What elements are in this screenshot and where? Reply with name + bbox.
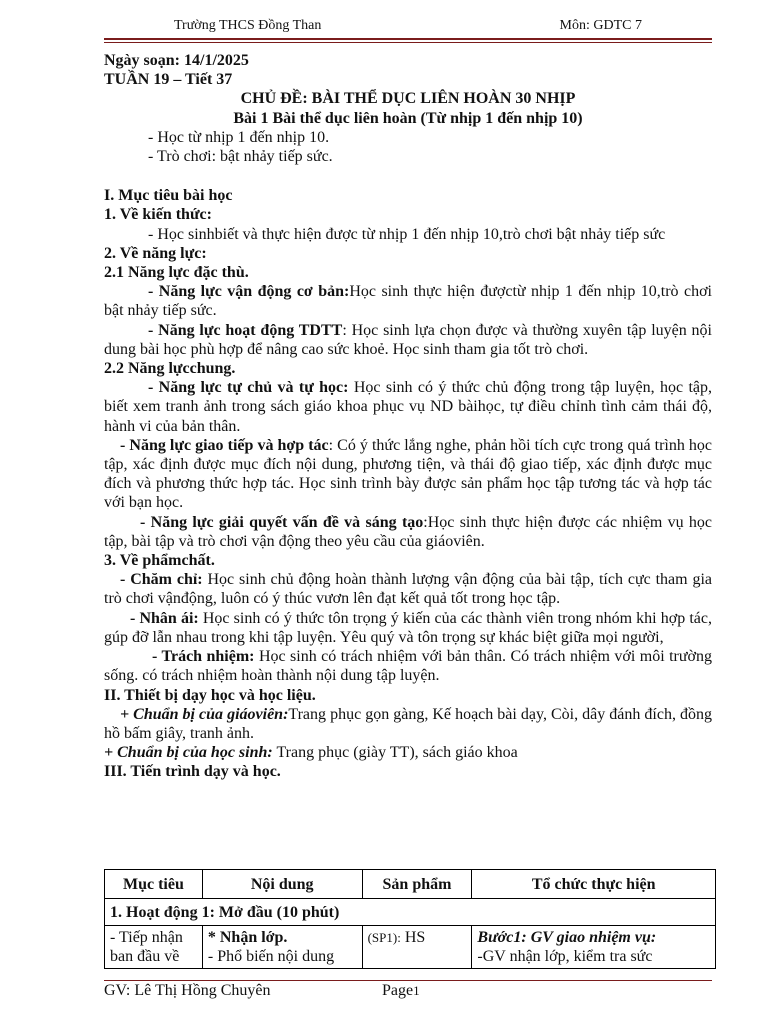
paragraph-problem-solving: - Năng lực giải quyết vấn đề và sáng tạo:Học sinh thực hiện được các nhiệm vụ học tập, bài tập và trò chơi vận động theo yêu cầu của giáoviên.: [104, 513, 713, 550]
organization-cell: [472, 926, 716, 969]
org-title: Bước1: GV giao nhiệm vụ:: [477, 929, 657, 946]
topic-title: CHỦ ĐỀ: BÀI THỂ DỤC LIÊN HOÀN 30 NHỊP: [240, 90, 576, 108]
document-body: [104, 51, 712, 782]
qualities-heading: 3. Về phẩmchất.: [104, 552, 215, 570]
section-3-heading: III. Tiến trình dạy và học.: [104, 763, 281, 781]
activity-row: [105, 899, 716, 926]
header-rule: [104, 38, 712, 43]
page-number: Page1: [382, 982, 420, 999]
general-competence-heading: 2.2 Năng lựcchung.: [104, 360, 236, 378]
section-1-heading: I. Mục tiêu bài học: [104, 187, 233, 205]
week-lesson: TUẦN 19 – Tiết 37: [104, 71, 233, 89]
header-content: Nội dung: [202, 870, 362, 899]
table-row: [105, 926, 716, 969]
paragraph-responsibility: - Trách nhiệm: Học sinh có trách nhiệm với bản thân. Có trách nhiệm với môi trường sống. có trách nhiệm hoàn thành nội dung tập luyện.: [104, 648, 713, 685]
header-goal: Mục tiêu: [105, 870, 203, 899]
section-2-heading: II. Thiết bị dạy học và học liệu.: [104, 686, 316, 704]
paragraph-teacher-prep: + Chuẩn bị của giáoviên:Trang phục gọn gàng, Kế hoạch bài dạy, Còi, dây đánh đích, đồng hồ bấm giây, tranh ảnh.: [104, 705, 712, 742]
table-header-row: [105, 870, 716, 899]
knowledge-heading: 1. Về kiến thức:: [104, 206, 212, 224]
goal-cell: - Tiếp nhận ban đầu về: [105, 926, 203, 969]
content-cell: [202, 926, 362, 969]
paragraph-diligence: - Chăm chỉ: Học sinh chủ động hoàn thành lượng vận động của bài tập, tích cực tham gia trò chơi vậnđộng, luôn có ý thúc vươn lên đạt kết quả tốt trong học tập.: [104, 571, 712, 608]
intro-line-1: - Học từ nhịp 1 đến nhịp 10.: [148, 128, 330, 146]
org-text: -GV nhận lớp, kiểm tra sức: [477, 948, 653, 965]
lesson-title: Bài 1 Bài thể dục liên hoàn (Từ nhịp 1 đến nhịp 10): [233, 109, 583, 127]
paragraph-self-study: - Năng lực tự chủ và tự học: Học sinh có ý thức chủ động trong tập luyện, học tập, biết xem tranh ảnh trong sách giáo khoa phục vụ ND bàihọc, tự điều chỉnh tình cảm thái độ, hành vi của bản thân.: [104, 379, 713, 435]
lesson-plan-table: [104, 869, 716, 969]
page-header: [104, 18, 712, 38]
paragraph-sport-activity: - Năng lực hoạt động TDTT: Học sinh lựa chọn được và thường xuyên tập luyện nội dung bài học phù hợp để nâng cao sức khoẻ. Học sinh tham gia tốt trò chơi.: [104, 321, 713, 358]
header-organization: Tổ chức thực hiện: [472, 870, 716, 899]
school-name: Trường THCS Đồng Than: [174, 18, 322, 33]
content-text: - Phổ biến nội dung: [207, 948, 335, 965]
footer-rule: [104, 980, 712, 981]
paragraph-communication: - Năng lực giao tiếp và hợp tác: Có ý thức lắng nghe, phản hồi tích cực trong quá trình học tập, xác định được mục đích nội dung, phương tiện, và thái độ giao tiếp, xác định được mục đích và phương thức hợp tác. Học sinh trình bày được sản phẩm học tập tương tác và hợp tác với bạn học.: [104, 436, 713, 512]
knowledge-text: - Học sinhbiết và thực hiện được từ nhịp 1 đến nhịp 10,trò chơi bật nhảy tiếp sức: [148, 225, 666, 243]
product-cell: (SP1): HS: [362, 926, 472, 969]
header-product: Sản phẩm: [362, 870, 472, 899]
intro-line-2: - Trò chơi: bật nhảy tiếp sức.: [148, 148, 333, 166]
teacher-name: GV: Lê Thị Hồng Chuyên: [104, 982, 271, 999]
paragraph-basic-motor: - Năng lực vận động cơ bản:Học sinh thực hiện đượctừ nhịp 1 đến nhịp 10,trò chơi bật nhảy tiếp sức.: [104, 283, 712, 320]
paragraph-kindness: - Nhân ái: Học sinh có ý thức tôn trọng ý kiến của các thành viên trong nhóm khi hợp tác, gúp đỡ lẫn nhau trong khi tập luyện. Yêu quý và tôn trọng sự khác biệt giữa mọi người,: [104, 609, 712, 646]
paragraph-student-prep: + Chuẩn bị của học sinh: Trang phục (giày TT), sách giáo khoa: [104, 744, 518, 762]
subject-name: Môn: GDTC 7: [559, 18, 642, 33]
content-title: * Nhận lớp.: [207, 929, 288, 946]
activity-title: 1. Hoạt động 1: Mở đầu (10 phút): [105, 899, 716, 926]
prep-date: Ngày soạn: 14/1/2025: [104, 52, 249, 69]
specific-competence-heading: 2.1 Năng lực đặc thù.: [104, 264, 249, 282]
competence-heading: 2. Về năng lực:: [104, 244, 207, 262]
